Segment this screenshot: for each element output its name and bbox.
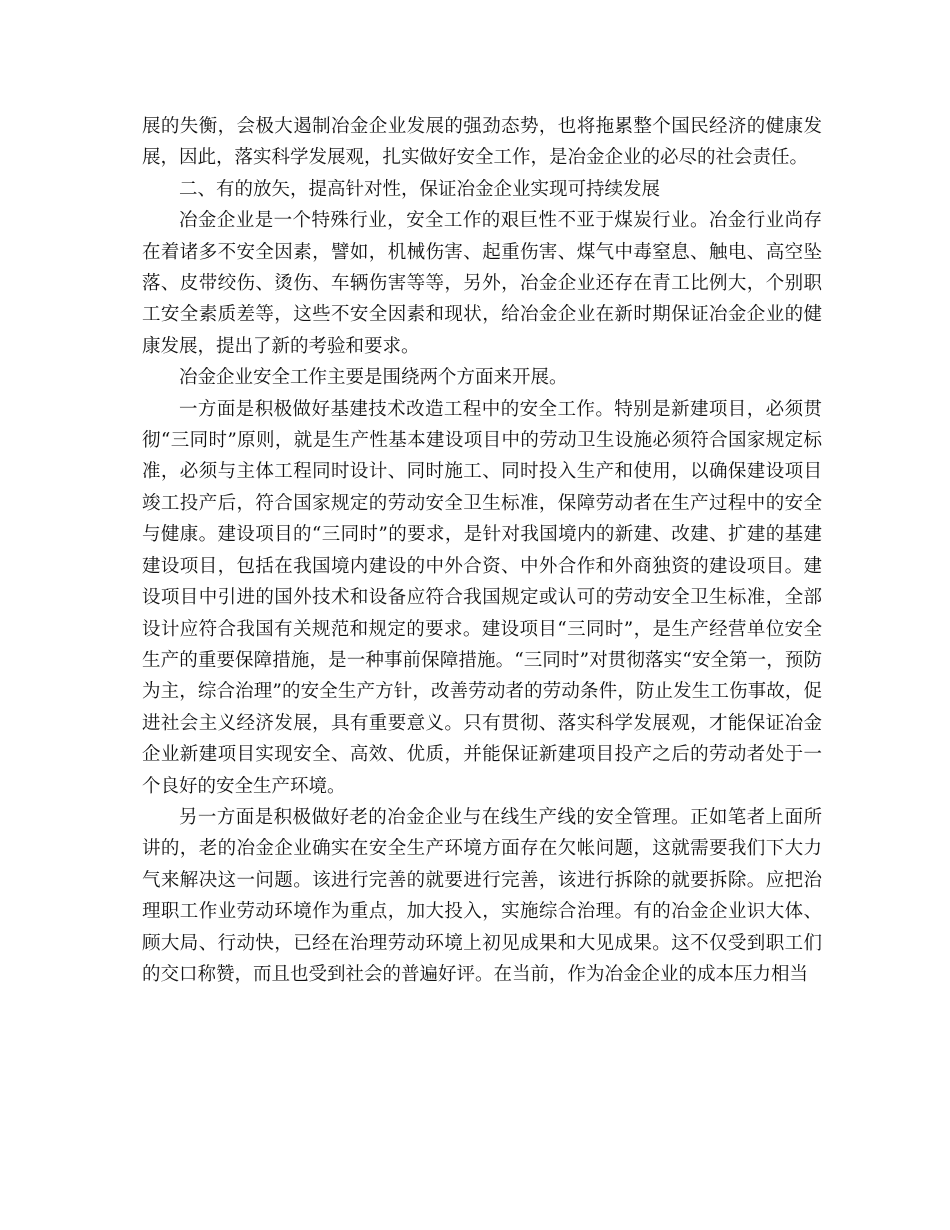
paragraph-continuation: 展的失衡，会极大遏制冶金企业发展的强劲态势，也将拖累整个国民经济的健康发展，因此，落实科学发展观，扎实做好安全工作，是冶金企业的必尽的社会责任。 — [142, 116, 822, 169]
paragraph-industry-risks: 冶金企业是一个特殊行业，安全工作的艰巨性不亚于煤炭行业。冶金行业尚存在着诸多不安全因素，譬如，机械伤害、起重伤害、煤气中毒窒息、触电、高空坠落、皮带绞伤、烫伤、车辆伤害等等，另外，冶金企业还存在青工比例大，个别职工安全素质差等，这些不安全因素和现状，给冶金企业在新时期保证冶金企业的健康发展，提出了新的考验和要求。 — [142, 210, 822, 357]
paragraph-existing-enterprises: 另一方面是积极做好老的冶金企业与在线生产线的安全管理。正如笔者上面所讲的，老的冶金企业确实在安全生产环境方面存在欠帐问题，这就需要我们下大力气来解决这一问题。该进行完善的就要进行完善，该进行拆除的就要拆除。应把治理职工作业劳动环境作为重点，加大投入，实施综合治理。有的冶金企业识大体、顾大局、行动快，已经在治理劳动环境上初见成果和大见成果。这不仅受到职工们的交口称赞，而且也受到社会的普遍好评。在当前，作为冶金企业的成本压力相当 — [142, 806, 822, 985]
section-heading: 二、有的放矢，提高针对性，保证冶金企业实现可持续发展 — [179, 178, 661, 200]
document-page — [142, 111, 822, 990]
paragraph-new-projects: 一方面是积极做好基建技术改造工程中的安全工作。特别是新建项目，必须贯彻“三同时”原则，就是生产性基本建设项目中的劳动卫生设施必须符合国家规定标准，必须与主体工程同时设计、同时施工、同时投入生产和使用，以确保建设项目竣工投产后，符合国家规定的劳动安全卫生标准，保障劳动者在生产过程中的安全与健康。建设项目的“三同时”的要求，是针对我国境内的新建、改建、扩建的基建建设项目，包括在我国境内建设的中外合资、中外合作和外商独资的建设项目。建设项目中引进的国外技术和设备应符合我国规定或认可的劳动安全卫生标准，全部设计应符合我国有关规范和规定的要求。建设项目“三同时”，是生产经营单位安全生产的重要保障措施，是一种事前保障措施。“三同时”对贯彻落实“安全第一，预防为主，综合治理”的安全生产方针，改善劳动者的劳动条件，防止发生工伤事故，促进社会主义经济发展，具有重要意义。只有贯彻、落实科学发展观，才能保证冶金企业新建项目实现安全、高效、优质，并能保证新建项目投产之后的劳动者处于一个良好的安全生产环境。 — [142, 398, 822, 797]
paragraph-two-aspects: 冶金企业安全工作主要是围绕两个方面来开展。 — [179, 367, 568, 389]
